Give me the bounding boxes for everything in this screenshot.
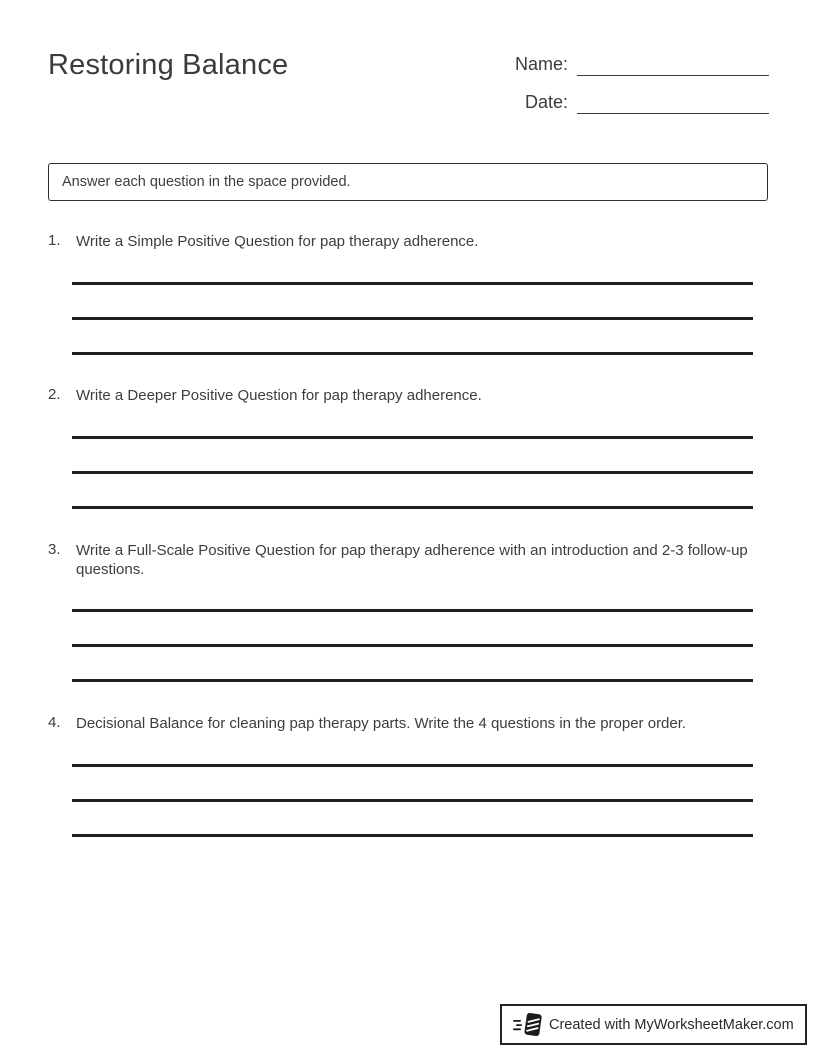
question-3-answer-area	[72, 609, 753, 682]
instructions-box	[48, 163, 768, 201]
credit-text: Created with MyWorksheetMaker.com	[549, 1016, 794, 1033]
instructions-text: Answer each question in the space provided.	[62, 174, 351, 190]
name-blank-line	[577, 54, 769, 76]
question-1-text: Write a Simple Positive Question for pap therapy adherence.	[76, 233, 479, 250]
question-2	[48, 386, 760, 405]
question-2-text: Write a Deeper Positive Question for pap therapy adherence.	[76, 387, 482, 404]
question-4-answer-area	[72, 764, 753, 837]
question-2-answer-area	[72, 436, 753, 509]
answer-line	[72, 317, 753, 320]
question-3	[48, 541, 760, 579]
question-1-number: 1.	[48, 232, 61, 249]
question-3-text: Write a Full-Scale Positive Question for pap therapy adherence with an introduction and 2-3 follow-up questions.	[76, 542, 748, 578]
answer-line	[72, 644, 753, 647]
credit-badge	[500, 1004, 807, 1045]
question-4	[48, 714, 760, 733]
answer-line	[72, 609, 753, 612]
page-title: Restoring Balance	[48, 49, 289, 81]
question-2-number: 2.	[48, 386, 61, 403]
worksheet-maker-logo-icon	[512, 1010, 544, 1040]
answer-line	[72, 436, 753, 439]
name-field	[515, 54, 769, 76]
date-blank-line	[577, 92, 769, 114]
answer-line	[72, 282, 753, 285]
answer-line	[72, 506, 753, 509]
question-4-text: Decisional Balance for cleaning pap therapy parts. Write the 4 questions in the proper order.	[76, 715, 687, 732]
answer-line	[72, 834, 753, 837]
answer-line	[72, 799, 753, 802]
question-4-number: 4.	[48, 714, 61, 731]
name-label: Name:	[514, 54, 568, 74]
date-field	[525, 92, 769, 114]
answer-line	[72, 471, 753, 474]
question-1-answer-area	[72, 282, 753, 355]
question-1	[48, 232, 760, 251]
answer-line	[72, 764, 753, 767]
date-label: Date:	[524, 92, 568, 112]
answer-line	[72, 352, 753, 355]
answer-line	[72, 679, 753, 682]
question-3-number: 3.	[48, 541, 61, 558]
